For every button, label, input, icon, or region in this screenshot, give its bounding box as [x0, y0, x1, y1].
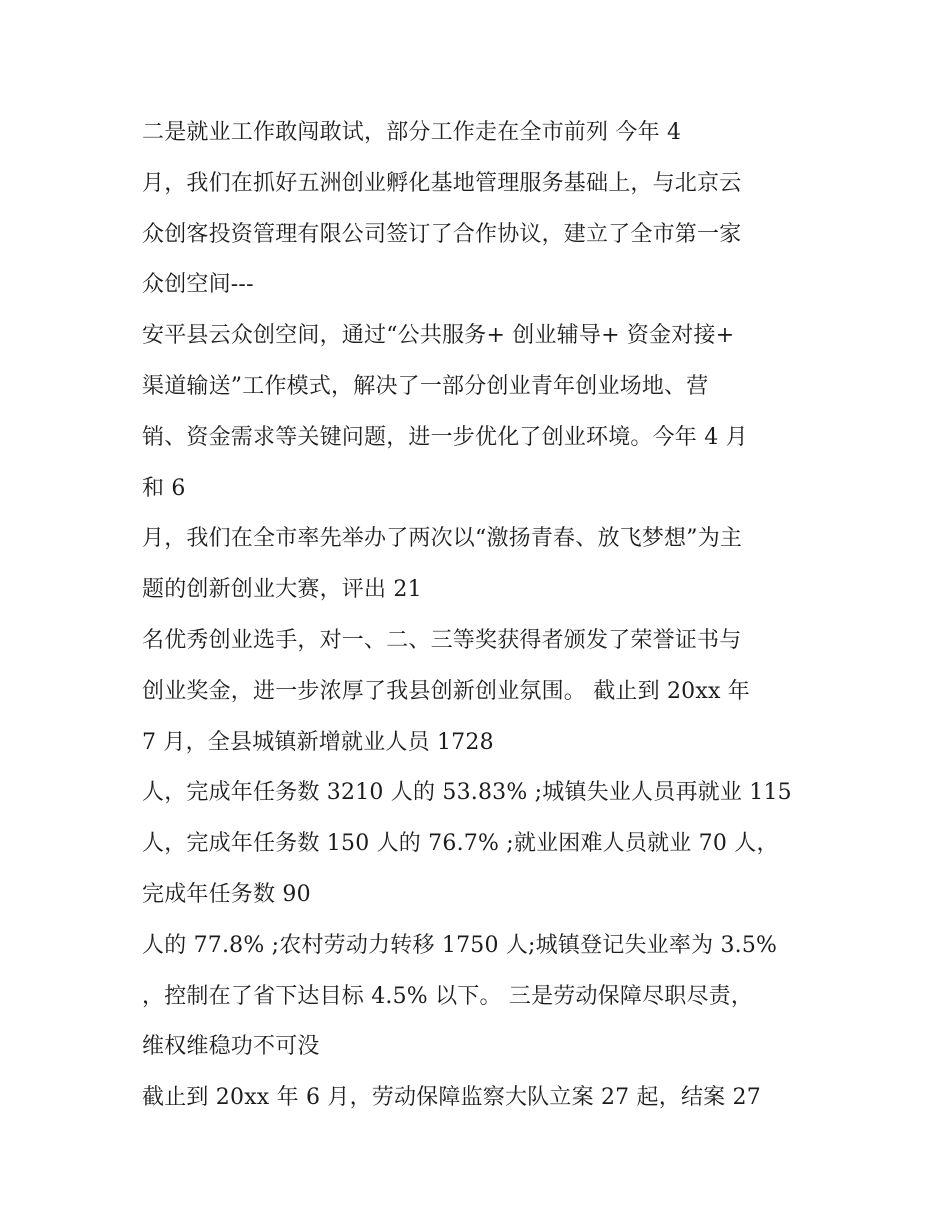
text-line: 创业奖金，进一步浓厚了我县创新创业氛围。 截止到 20xx 年 — [142, 678, 750, 704]
text-line: 安平县云众创空间，通过“公共服务+ 创业辅导+ 资金对接+ — [142, 323, 735, 349]
text-line: 月，我们在抓好五洲创业孵化基地管理服务基础上，与北京云 — [142, 170, 742, 196]
text-line: 和 6 — [142, 475, 186, 501]
body-text — [142, 108, 842, 1124]
text-line: 月，我们在全市率先举办了两次以“激扬青春、放飞梦想”为主 — [142, 526, 743, 552]
text-line: 渠道输送”工作模式，解决了一部分创业青年创业场地、营 — [142, 373, 709, 399]
text-line: 众创客投资管理有限公司签订了合作协议，建立了全市第一家 — [142, 221, 742, 247]
text-line: 二是就业工作敢闯敢试，部分工作走在全市前列 今年 4 — [142, 120, 682, 145]
text-line: 维权维稳功不可没 — [142, 1034, 320, 1060]
text-line: 众创空间--- — [142, 272, 254, 298]
text-line: 7 月，全县城镇新增就业人员 1728 — [142, 729, 494, 755]
text-line: 人的 77.8% ;农村劳动力转移 1750 人;城镇登记失业率为 3.5% — [142, 932, 778, 958]
text-line: 题的创新创业大赛，评出 21 — [142, 577, 422, 603]
text-line: 人，完成年任务数 3210 人的 53.83% ;城镇失业人员再就业 115 — [142, 780, 792, 806]
text-line: 人，完成年任务数 150 人的 76.7% ;就业困难人员就业 70 人， — [142, 831, 779, 857]
text-line: 完成年任务数 90 — [142, 881, 311, 907]
text-line: 名优秀创业选手，对一、二、三等奖获得者颁发了荣誉证书与 — [142, 627, 742, 653]
text-line: 截止到 20xx 年 6 月，劳动保障监察大队立案 27 起，结案 27 — [142, 1085, 761, 1111]
text-line: ，控制在了省下达目标 4.5% 以下。 三是劳动保障尽职尽责， — [142, 983, 754, 1009]
text-line: 销、资金需求等关键问题，进一步优化了创业环境。今年 4 月 — [142, 424, 748, 450]
